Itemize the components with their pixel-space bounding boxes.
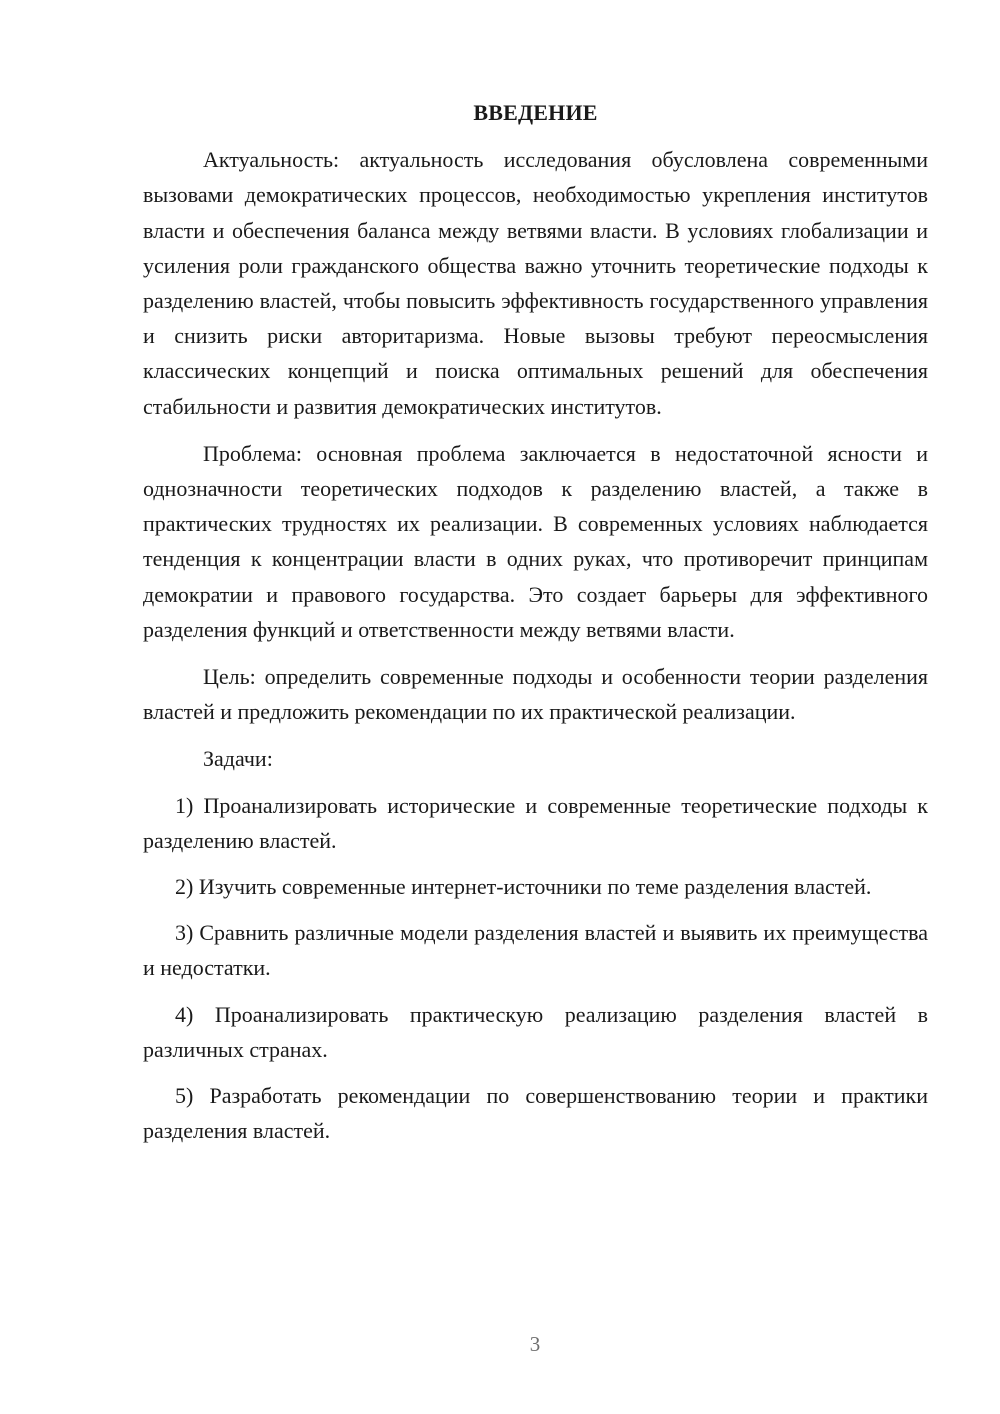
- problem-paragraph: Проблема: основная проблема заключается в недостаточной ясности и однозначности теоретических подходов к разделению властей, а также в практических трудностях их реализации. В современных условиях наблюдается тенденция к концентрации власти в одних руках, что противоречит принципам демократии и правового государства. Это создает барьеры для эффективного разделения функций и ответственности между ветвями власти.: [143, 440, 928, 642]
- section-title: ВВЕДЕНИЕ: [473, 100, 598, 125]
- page-number: 3: [529, 1332, 541, 1356]
- task-item-1: 1) Проанализировать исторические и современные теоретические подходы к разделению властей.: [143, 792, 928, 853]
- task-item-3: 3) Сравнить различные модели разделения властей и выявить их преимущества и недостатки.: [143, 920, 928, 981]
- task-item-5: 5) Разработать рекомендации по совершенствованию теории и практики разделения властей.: [143, 1083, 928, 1144]
- relevance-paragraph: Актуальность: актуальность исследования обусловлена современными вызовами демократических процессов, необходимостью укрепления институтов власти и обеспечения баланса между ветвями власти. В условиях глобализации и усиления роли гражданского общества важно уточнить теоретические подходы к разделению властей, чтобы повысить эффективность государственного управления и снизить риски авторитаризма. Новые вызовы требуют переосмысления классических концепций и поиска оптимальных решений для обеспечения стабильности и развития демократических институтов.: [143, 147, 928, 419]
- task-item-2: 2) Изучить современные интернет-источники по теме разделения властей.: [175, 874, 872, 900]
- document-page: [143, 95, 928, 1159]
- tasks-label: Задачи:: [203, 746, 273, 772]
- goal-paragraph: Цель: определить современные подходы и особенности теории разделения властей и предложить рекомендации по их практической реализации.: [143, 664, 928, 725]
- task-item-4: 4) Проанализировать практическую реализацию разделения властей в различных странах.: [143, 1001, 928, 1062]
